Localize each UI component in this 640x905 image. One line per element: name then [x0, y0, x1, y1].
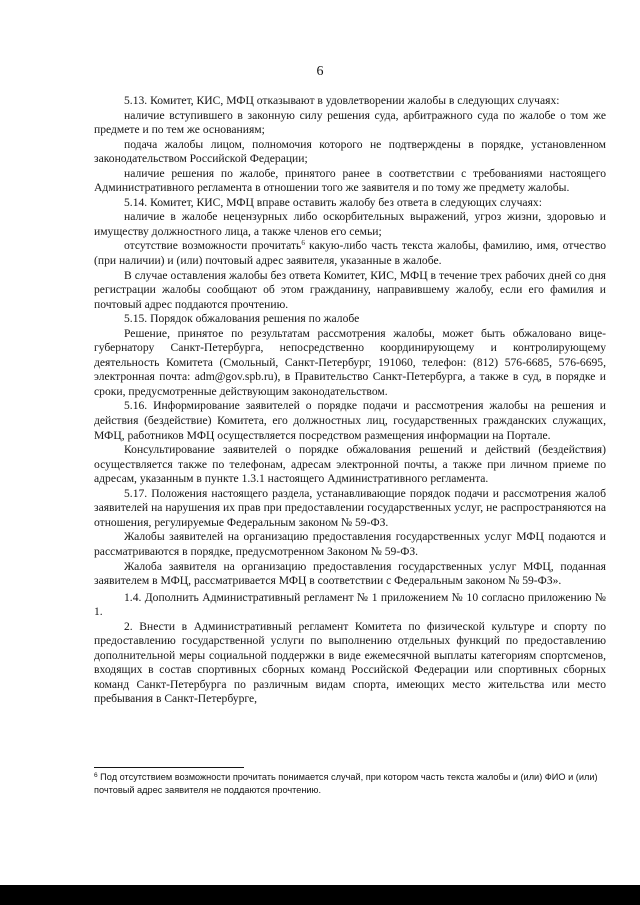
paragraph: Решение, принятое по результатам рассмотрения жалобы, может быть обжаловано вице-губернатору Санкт-Петербурга, непосредственно координирующему и контролирующему деятельность Комитета (Смольный, Санкт-Петербург, 191060, телефон: (812) 576-6685, 576-6695, электронная почта: adm@gov.spb.ru), в Правительство Санкт-Петербурга, а также в суд, в порядке и сроки, предусмотренные действующим законодательством. — [94, 326, 606, 398]
paragraph-5-15: 5.15. Порядок обжалования решения по жалобе — [124, 312, 360, 326]
page-number: 6 — [316, 64, 324, 79]
footnote-reference[interactable]: 6 — [301, 239, 305, 248]
paragraph-text-end: какую-либо часть текста жалобы, фамилию, имя, отчество (при наличии) и (или) почтовый адрес заявителя, указанные в жалобе. — [94, 239, 606, 268]
paragraph-1-4: 1.4. Дополнить Административный регламент № 1 приложением № 10 согласно приложению № 1. — [94, 590, 606, 619]
paragraph: наличие вступившего в законную силу решения суда, арбитражного суда по жалобе о том же предмете и по тем же основаниям; — [94, 108, 606, 137]
paragraph: наличие решения по жалобе, принятого ранее в соответствии с требованиями настоящего Административного регламента в отношении того же заявителя и по тому же предмету жалобы. — [94, 166, 606, 195]
paragraph-5-13: 5.13. Комитет, КИС, МФЦ отказывают в удовлетворении жалобы в следующих случаях: — [124, 94, 560, 107]
paragraph-5-16: 5.16. Информирование заявителей о порядке подачи и рассмотрения жалобы на решения и действия (бездействие) Комитета, его должностных лиц, государственных гражданских служащих, МФЦ, работников МФЦ осуществляется посредством размещения информации на Портале. — [94, 399, 606, 442]
document-body — [94, 94, 606, 707]
paragraph-5-17: 5.17. Положения настоящего раздела, устанавливающие порядок подачи и рассмотрения жалоб заявителей на нарушения их прав при предоставлении государственных услуг, не распространяются на отношения, регулируемые Федеральным законом № 59-ФЗ. — [94, 486, 606, 529]
footnote — [94, 771, 606, 797]
paragraph-with-footnote-ref — [94, 239, 606, 268]
footnote-text: Под отсутствием возможности прочитать понимается случай, при котором часть текста жалобы и (или) ФИО и (или) почтовый адрес заявителя не поддаются прочтению. — [94, 772, 598, 795]
footnote-divider — [94, 767, 244, 768]
paragraph: Жалобы заявителей на организацию предоставления государственных услуг МФЦ подаются и рассматриваются в порядке, предусмотренном Законом № 59-ФЗ. — [94, 530, 606, 558]
paragraph: подача жалобы лицом, полномочия которого не подтверждены в порядке, установленном законодательством Российской Федерации; — [94, 137, 606, 166]
scan-bottom-band — [0, 885, 640, 905]
paragraph-2: 2. Внести в Административный регламент Комитета по физической культуре и спорту по предоставлению государственной услуги по выполнению отдельных функций по предоставлению дополнительной меры социальной поддержки в виде ежемесячной выплаты категориям спортсменов, входящих в состав спортивных сборных команд Российской Федерации или спортивных сборных команд Санкт-Петербурга по различным видам спорта, имеющих место жительства или место пребывания в Санкт-Петербурге, — [94, 619, 606, 706]
paragraph-5-14: 5.14. Комитет, КИС, МФЦ вправе оставить жалобу без ответа в следующих случаях: — [124, 195, 542, 209]
paragraph: В случае оставления жалобы без ответа Комитет, КИС, МФЦ в течение трех рабочих дней со дня регистрации жалобы сообщают об этом гражданину, направившему жалобу, если его фамилия и почтовый адрес поддаются прочтению. — [94, 268, 606, 311]
paragraph: Консультирование заявителей о порядке обжалования решений и действий (бездействия) осуществляется также по телефонам, адресам электронной почты, а также при личном приеме по адресам, указанным в пункте 1.3.1 настоящего Административного регламента. — [94, 443, 606, 486]
footnote-mark: 6 — [94, 772, 98, 779]
paragraph: наличие в жалобе нецензурных либо оскорбительных выражений, угроз жизни, здоровью и имуществу должностного лица, а также членов его семьи; — [94, 210, 606, 238]
paragraph: Жалоба заявителя на организацию предоставления государственных услуг МФЦ, поданная заявителем в МФЦ, рассматривается МФЦ в соответствии с Федеральным законом № 59-ФЗ». — [94, 559, 606, 588]
paragraph-text-start: отсутствие возможности прочитать — [124, 239, 302, 253]
